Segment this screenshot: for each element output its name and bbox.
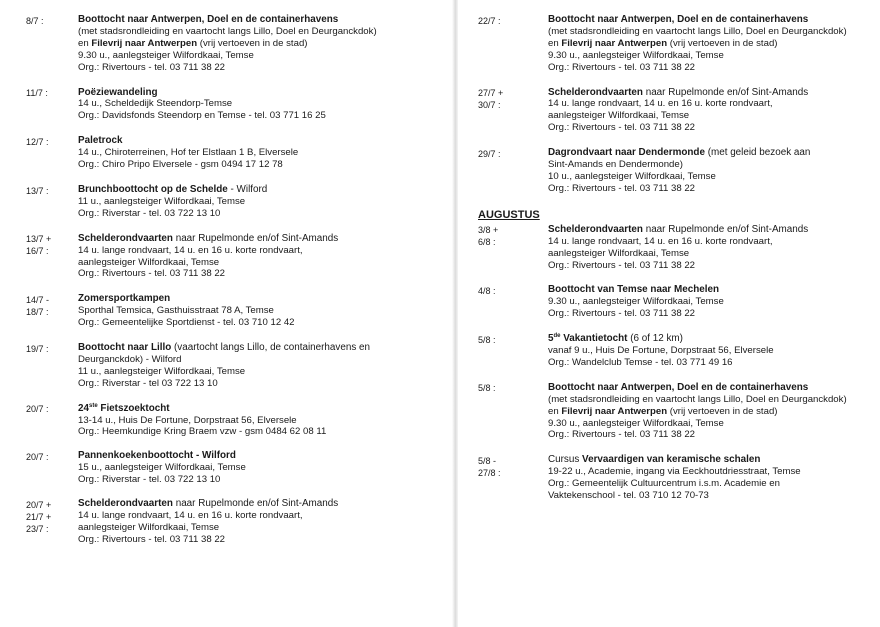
event-detail-line: Org.: Rivertours - tel. 03 711 38 22 xyxy=(78,61,225,73)
event-detail-line: Org.: Davidsfonds Steendorp en Temse - tel. 03 771 16 25 xyxy=(78,110,326,122)
event-entry xyxy=(26,14,441,74)
event-body xyxy=(78,14,441,74)
event-entry xyxy=(26,233,441,281)
event-title-main: Vervaardigen van keramische schalen xyxy=(582,454,761,466)
event-entry xyxy=(478,14,876,74)
month-heading: AUGUSTUS xyxy=(478,208,540,221)
event-title-detail: (vaartocht langs Lillo, de containerhavens en xyxy=(171,342,370,354)
event-entry xyxy=(478,224,876,272)
event-date: 8/7 : xyxy=(26,15,44,26)
event-body xyxy=(548,333,876,369)
event-body xyxy=(78,184,441,220)
edition-number: 5 xyxy=(548,333,554,345)
event-title-main: Boottocht naar Antwerpen, Doel en de containerhavens xyxy=(548,14,809,25)
bold-phrase: Filevrij naar Antwerpen xyxy=(561,37,668,49)
event-title-main: Boottocht naar Lillo xyxy=(78,342,172,354)
event-date: 3/8 + 6/8 : xyxy=(478,225,499,248)
event-date: 13/7 + 16/7 : xyxy=(26,234,52,257)
event-detail-line: 14 u. lange rondvaart, 14 u. en 16 u. korte rondvaart, xyxy=(78,244,303,256)
event-body xyxy=(78,293,441,329)
event-detail-line: Org.: Riverstar - tel 03 722 13 10 xyxy=(78,377,218,389)
event-title xyxy=(548,87,876,99)
event-entry xyxy=(26,184,441,220)
event-detail-line: 9.30 u., aanlegsteiger Wilfordkaai, Temse xyxy=(548,49,724,61)
event-detail-line: Org.: Riverstar - tel. 03 722 13 10 xyxy=(78,207,221,219)
event-title-main: Boottocht naar Antwerpen, Doel en de containerhavens xyxy=(78,14,339,25)
event-title xyxy=(548,224,876,236)
event-date: 19/7 : xyxy=(26,343,49,354)
event-date: 12/7 : xyxy=(26,136,49,147)
edition-number: 24 xyxy=(78,402,89,414)
event-title-detail: naar Rupelmonde en/of Sint-Amands xyxy=(642,223,809,235)
event-detail-line: 15 u., aanlegsteiger Wilfordkaai, Temse xyxy=(78,462,246,474)
event-body xyxy=(548,87,876,135)
event-title xyxy=(78,403,441,415)
event-detail-line: Sint-Amands en Dendermonde) xyxy=(548,159,683,171)
right-column xyxy=(478,14,876,502)
event-detail-line: aanlegsteiger Wilfordkaai, Temse xyxy=(78,256,220,268)
event-body xyxy=(78,450,441,486)
event-date: 27/7 + 30/7 : xyxy=(478,88,504,111)
event-entry xyxy=(478,284,876,320)
event-title xyxy=(548,333,876,345)
event-title xyxy=(548,382,876,394)
event-title-prefix: Cursus xyxy=(548,454,583,466)
event-title-main: Schelderondvaarten xyxy=(548,223,643,235)
event-entry xyxy=(26,342,441,390)
event-title xyxy=(548,147,876,159)
event-detail-line: 9.30 u., aanlegsteiger Wilfordkaai, Temse xyxy=(548,417,724,429)
event-title xyxy=(78,14,441,26)
event-detail-line: Deurganckdok) - Wilford xyxy=(78,353,182,365)
event-title xyxy=(78,498,441,510)
event-detail-line: Org.: Rivertours - tel. 03 711 38 22 xyxy=(548,308,695,320)
left-column xyxy=(26,14,441,546)
bold-phrase: Filevrij naar Antwerpen xyxy=(561,405,668,417)
event-date: 5/8 : xyxy=(478,383,496,394)
event-detail-line: Org.: Rivertours - tel. 03 711 38 22 xyxy=(548,259,695,271)
event-detail-line: aanlegsteiger Wilfordkaai, Temse xyxy=(548,247,690,259)
event-title-detail: naar Rupelmonde en/of Sint-Amands xyxy=(172,232,339,244)
event-detail-line: 14 u. lange rondvaart, 14 u. en 16 u. korte rondvaart, xyxy=(78,510,303,521)
event-entry xyxy=(478,147,876,195)
event-title xyxy=(78,87,441,99)
event-detail-line: en Filevrij naar Antwerpen (vrij vertoeven in de stad) xyxy=(548,37,778,49)
event-detail-line: (met stadsrondleiding en vaartocht langs Lillo, Doel en Deurganckdok) xyxy=(548,25,847,37)
event-detail-line: en Filevrij naar Antwerpen (vrij vertoeven in de stad) xyxy=(78,37,308,49)
event-title xyxy=(78,233,441,245)
event-body xyxy=(78,342,441,390)
event-title-main: Pannenkoekenboottocht - Wilford xyxy=(78,450,236,462)
event-entry xyxy=(26,87,441,123)
event-detail-line: Org.: Rivertours - tel. 03 711 38 22 xyxy=(78,533,225,545)
event-detail-line: 19-22 u., Academie, ingang via Eeckhoutdriesstraat, Temse xyxy=(548,466,801,478)
event-title-main: Fietszoektocht xyxy=(100,402,170,414)
event-detail-line: Org.: Rivertours - tel. 03 711 38 22 xyxy=(548,122,695,134)
event-date: 20/7 : xyxy=(26,451,49,462)
edition-suffix: ste xyxy=(88,402,98,409)
event-detail-line: 11 u., aanlegsteiger Wilfordkaai, Temse xyxy=(78,195,246,207)
event-entry xyxy=(478,382,876,442)
event-entry xyxy=(26,293,441,329)
event-detail-line: 14 u. lange rondvaart, 14 u. en 16 u. korte rondvaart, xyxy=(548,235,773,247)
event-detail-line: 10 u., aanlegsteiger Wilfordkaai, Temse xyxy=(548,170,716,182)
event-detail-line: Org.: Rivertours - tel. 03 711 38 22 xyxy=(78,268,225,280)
event-title-main: Poëziewandeling xyxy=(78,86,158,98)
event-detail-line: Org.: Rivertours - tel. 03 711 38 22 xyxy=(548,182,695,194)
event-detail-line: Sporthal Temsica, Gasthuisstraat 78 A, Temse xyxy=(78,305,274,317)
event-detail-line: aanlegsteiger Wilfordkaai, Temse xyxy=(548,110,690,122)
event-title-detail: naar Rupelmonde en/of Sint-Amands xyxy=(642,86,809,98)
event-detail-line: Org.: Chiro Pripo Elversele - gsm 0494 17 12 78 xyxy=(78,159,283,171)
event-body xyxy=(78,498,441,546)
event-body xyxy=(78,233,441,281)
event-body xyxy=(548,224,876,272)
event-detail-line: vanaf 9 u., Huis De Fortune, Dorpstraat 56, Elversele xyxy=(548,345,774,357)
event-body xyxy=(548,454,876,502)
event-body xyxy=(548,284,876,320)
event-date: 11/7 : xyxy=(26,88,48,99)
event-detail-line: Org.: Riverstar - tel. 03 722 13 10 xyxy=(78,474,221,486)
event-detail-line: 11 u., aanlegsteiger Wilfordkaai, Temse xyxy=(78,365,246,377)
event-title xyxy=(78,450,441,462)
event-title-detail: - Wilford xyxy=(227,183,268,195)
event-title-main: Dagrondvaart naar Dendermonde xyxy=(548,147,705,159)
event-detail-line: Vaktekenschool - tel. 03 710 12 70-73 xyxy=(548,490,709,502)
edition-suffix: de xyxy=(553,333,561,340)
bold-phrase: Filevrij naar Antwerpen xyxy=(91,37,198,49)
event-title-main: Schelderondvaarten xyxy=(548,86,643,98)
event-detail-line: 9.30 u., aanlegsteiger Wilfordkaai, Temse xyxy=(548,296,724,308)
event-title-main: Schelderondvaarten xyxy=(78,232,173,244)
event-entry xyxy=(478,87,876,135)
event-date: 20/7 : xyxy=(26,404,49,415)
event-body xyxy=(548,14,876,74)
event-title-main: Boottocht naar Antwerpen, Doel en de containerhavens xyxy=(548,381,809,393)
event-date: 29/7 : xyxy=(478,148,501,159)
event-detail-line: Org.: Gemeentelijke Sportdienst - tel. 03 710 12 42 xyxy=(78,317,295,329)
event-title xyxy=(548,454,876,466)
event-body xyxy=(78,87,441,123)
event-date: 4/8 : xyxy=(478,286,496,296)
event-body xyxy=(548,147,876,195)
event-detail-line: Org.: Gemeentelijk Cultuurcentrum i.s.m. Academie en xyxy=(548,478,780,490)
event-detail-line: 13-14 u., Huis De Fortune, Dorpstraat 56, Elversele xyxy=(78,414,297,426)
event-title xyxy=(548,284,876,296)
event-date: 5/8 : xyxy=(478,334,496,345)
event-date: 22/7 : xyxy=(478,15,501,26)
event-title-main: Paletrock xyxy=(78,135,123,147)
event-date: 20/7 + 21/7 + 23/7 : xyxy=(26,499,52,534)
event-title-detail: (6 of 12 km) xyxy=(627,333,683,345)
event-entry xyxy=(478,333,876,369)
event-body xyxy=(78,403,441,439)
event-entry xyxy=(26,403,441,439)
event-entry xyxy=(26,498,441,546)
event-title xyxy=(78,135,441,147)
event-body xyxy=(548,382,876,442)
event-date: 5/8 - 27/8 : xyxy=(478,455,501,478)
event-title xyxy=(78,342,441,354)
event-title-main: Schelderondvaarten xyxy=(78,498,173,510)
event-entry xyxy=(478,454,876,502)
event-body xyxy=(78,135,441,171)
event-title xyxy=(78,293,441,305)
event-entry xyxy=(26,450,441,486)
event-title-main: Vakantietocht xyxy=(563,333,628,345)
event-title-main: Boottocht van Temse naar Mechelen xyxy=(548,284,720,296)
event-detail-line: aanlegsteiger Wilfordkaai, Temse xyxy=(78,521,220,533)
event-detail-line: Org.: Heemkundige Kring Braem vzw - gsm 0484 62 08 11 xyxy=(78,426,327,438)
event-detail-line: 14 u. lange rondvaart, 14 u. en 16 u. korte rondvaart, xyxy=(548,98,773,110)
event-detail-line: 9.30 u., aanlegsteiger Wilfordkaai, Temse xyxy=(78,49,254,61)
event-date: 13/7 : xyxy=(26,185,49,196)
event-title-main: Zomersportkampen xyxy=(78,293,171,305)
event-title-detail: (met geleid bezoek aan xyxy=(704,147,811,159)
event-detail-line: 14 u., Chiroterreinen, Hof ter Elstlaan 1 B, Elversele xyxy=(78,147,299,159)
event-detail-line: Org.: Rivertours - tel. 03 711 38 22 xyxy=(548,61,695,73)
event-entry xyxy=(26,135,441,171)
event-detail-line: 14 u., Scheldedijk Steendorp-Temse xyxy=(78,98,233,110)
event-detail-line: (met stadsrondleiding en vaartocht langs Lillo, Doel en Deurganckdok) xyxy=(78,25,377,37)
event-title xyxy=(78,184,441,196)
event-detail-line: Org.: Rivertours - tel. 03 711 38 22 xyxy=(548,429,695,441)
event-date: 14/7 - 18/7 : xyxy=(26,294,50,317)
event-detail-line: (met stadsrondleiding en vaartocht langs Lillo, Doel en Deurganckdok) xyxy=(548,393,847,405)
event-title xyxy=(548,14,876,26)
event-detail-line: en Filevrij naar Antwerpen (vrij vertoeven in de stad) xyxy=(548,405,778,417)
page-fold xyxy=(452,0,458,627)
event-title-detail: naar Rupelmonde en/of Sint-Amands xyxy=(172,498,339,510)
event-title-main: Brunchboottocht op de Schelde xyxy=(78,183,228,195)
event-detail-line: Org.: Wandelclub Temse - tel. 03 771 49 16 xyxy=(548,356,733,368)
